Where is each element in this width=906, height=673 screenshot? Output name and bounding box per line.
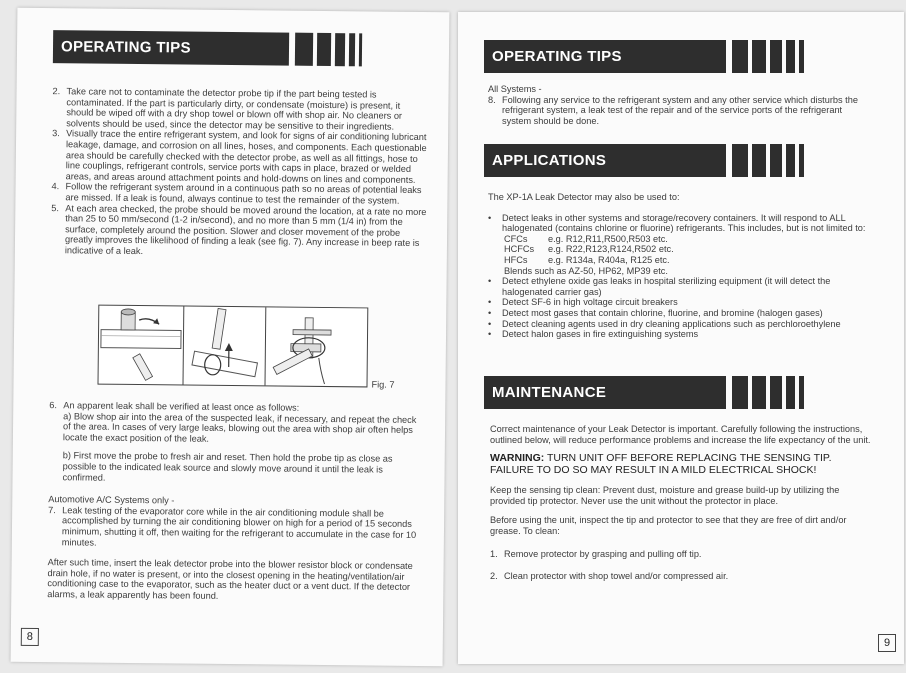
list-item: • Detect leaks in other systems and storage/recovery containers. It will respond to ALL halogenated (contains chlorine or fluorine) refrigerants. This includes, but is not limited to: (488, 212, 866, 234)
keep-clean-paragraph: Keep the sensing tip clean: Prevent dust, moisture and grease build-up by utilizing the provided tip protector. Never use the unit without the protector in place. (490, 485, 840, 506)
applications-header (484, 144, 814, 177)
figure-caption: Fig. 7 (371, 379, 395, 390)
figure-7 (97, 305, 368, 388)
section-title: MAINTENANCE (484, 376, 726, 409)
header-stripe (295, 33, 313, 66)
list-item: 2. Clean protector with shop towel and/or compressed air. (490, 571, 729, 582)
warning-text: WARNING: TURN UNIT OFF BEFORE REPLACING THE SENSING TIP. FAILURE TO DO SO MAY RESULT IN A MILD ELECTRICAL SHOCK! (490, 452, 832, 476)
header-stripe (786, 144, 795, 177)
blends-line: Blends such as AZ-50, HP62, MP39 etc. (504, 265, 668, 276)
tips-list (51, 86, 429, 259)
header-stripe (317, 33, 331, 66)
right-page (458, 12, 904, 664)
maintenance-intro: Correct maintenance of your Leak Detector is important. Carefully following the instructions, outlined below, will reduce performance problems and increase the life expectancy of the unit. (490, 424, 871, 445)
header-stripe (786, 40, 795, 73)
figure-panel (264, 307, 365, 386)
list-item: • Detect most gases that contain chlorine, fluorine, and bromine (halogen gases) (488, 307, 823, 318)
header-stripe (335, 33, 345, 66)
figure-panel (182, 307, 266, 386)
applications-intro: The XP-1A Leak Detector may also be used to: (488, 192, 680, 202)
list-item: 5. At each area checked, the probe should be moved around the location, at a rate no more than 25 to 50 mm/second (1-2 in/second), and no more than 5 mm (1/4 in) from the surface, completely around the position. Slower and closer movement of the probe greatly improves the likelihood of finding a leak (see fig. 7). Any increase in beep rate is indicative of a leak. (51, 202, 427, 256)
header-stripe (786, 376, 795, 409)
header-stripe (799, 144, 804, 177)
section-title: OPERATING TIPS (53, 30, 289, 65)
header-stripe (732, 376, 748, 409)
header-stripe (770, 144, 782, 177)
after-paragraph: After such time, insert the leak detector probe into the blower resistor block or condensate drain hole, if no water is present, or into the closest opening in the heating/ventilation/air conditioning case to the evaporator, such as the heater duct or a vent duct. If the detector alarms, a leak apparently has been found. (47, 557, 413, 601)
list-item: 4. Follow the refrigerant system around in a continuous path so no areas of potential leaks are missed. If a leak is found, always continue to test the remainder of the system. (51, 181, 422, 206)
step-6a: a) Blow shop air into the area of the suspected leak, if necessary, and repeat the check of the area. In cases of very large leaks, blowing out the area with shop air often helps locate the exact position of the leak. (62, 410, 417, 444)
refrigerant-table: CFCs e.g. R12,R11,R500,R503 etc. HCFCs e.g. R22,R123,R124,R502 etc. HFCs e.g. R134a, R404a, R125 etc. (504, 233, 674, 265)
header-stripe (799, 376, 804, 409)
list-item: 7. Leak testing of the evaporator core while in the air conditioning module shall be accomplished by turning the air conditioning blower on high for a period of 15 seconds minimum, shutting it off, then waiting for the refrigerant to accumulate in the case for 10 minutes. (48, 504, 417, 548)
list-item: 2. Take care not to contaminate the detector probe tip if the part being tested is contaminated. If the part is particularly dirty, or condensate (moisture) is present, it should be wiped off with a dry shop towel or blown off with shop air. No cleaners or solvents should be used, since the detector may be sensitive to their ingredients. (52, 86, 403, 132)
list-item: 3. Visually trace the entire refrigerant system, and look for signs of air conditioning lubricant leakage, damage, and corrosion on all lines, hoses, and components. Each questionable area should be carefully checked with the detector probe, as well as all fittings, hose to line couplings, refrigerant controls, service ports with caps in place, brazed or welded areas, and areas around attachment points and hold-downs on lines and components. (52, 128, 427, 185)
header-stripe (752, 144, 766, 177)
page-number: 9 (878, 634, 896, 652)
list-item: 6. An apparent leak shall be verified at least once as follows: (49, 400, 300, 413)
header-stripe (349, 33, 355, 66)
applications-section (488, 192, 872, 340)
all-systems-heading: All Systems - (488, 84, 542, 94)
step-6b: b) First move the probe to fresh air and reset. Then hold the probe tip as close as possible to the indicated leak source and slowly move around it until the leak is confirmed. (62, 450, 393, 483)
list-item: • Detect cleaning agents used in dry cleaning applications such as perchloroethylene (488, 318, 841, 329)
header-stripe (770, 40, 782, 73)
automotive-heading: Automotive A/C Systems only - (48, 494, 175, 506)
header-stripe (752, 40, 766, 73)
operating-tips-header-left (53, 30, 373, 66)
before-using-paragraph: Before using the unit, inspect the tip and protector to see that they are free of dirt and/or grease. To clean: (490, 515, 847, 536)
list-item: 1. Remove protector by grasping and pulling off tip. (490, 548, 702, 559)
maintenance-section (490, 424, 874, 582)
operating-tips-header-right (484, 40, 814, 73)
list-item: • Detect halon gases in fire extinguishing systems (488, 329, 699, 340)
list-item: 8. Following any service to the refrigerant system and any other service which disturbs the refrigerant system, a leak test of the repair and of the service ports of the refrigerant system should be done. (488, 94, 858, 126)
section-title: OPERATING TIPS (484, 40, 726, 73)
left-page (11, 8, 450, 666)
list-item: • Detect SF-6 in high voltage circuit breakers (488, 297, 678, 308)
header-stripe (799, 40, 804, 73)
list-item: • Detect ethylene oxide gas leaks in hospital sterilizing equipment (it will detect the halogenated carrier gas) (488, 276, 831, 297)
header-stripe (732, 144, 748, 177)
page-number: 8 (21, 628, 39, 646)
figure-panel (99, 306, 185, 385)
warning-label: WARNING: (490, 452, 545, 465)
header-stripe (752, 376, 766, 409)
header-stripe (770, 376, 782, 409)
header-stripe (359, 33, 362, 66)
header-stripe (732, 40, 748, 73)
verification-steps (47, 400, 425, 603)
section-title: APPLICATIONS (484, 144, 726, 177)
maintenance-header (484, 376, 814, 409)
all-systems-section (488, 84, 872, 126)
